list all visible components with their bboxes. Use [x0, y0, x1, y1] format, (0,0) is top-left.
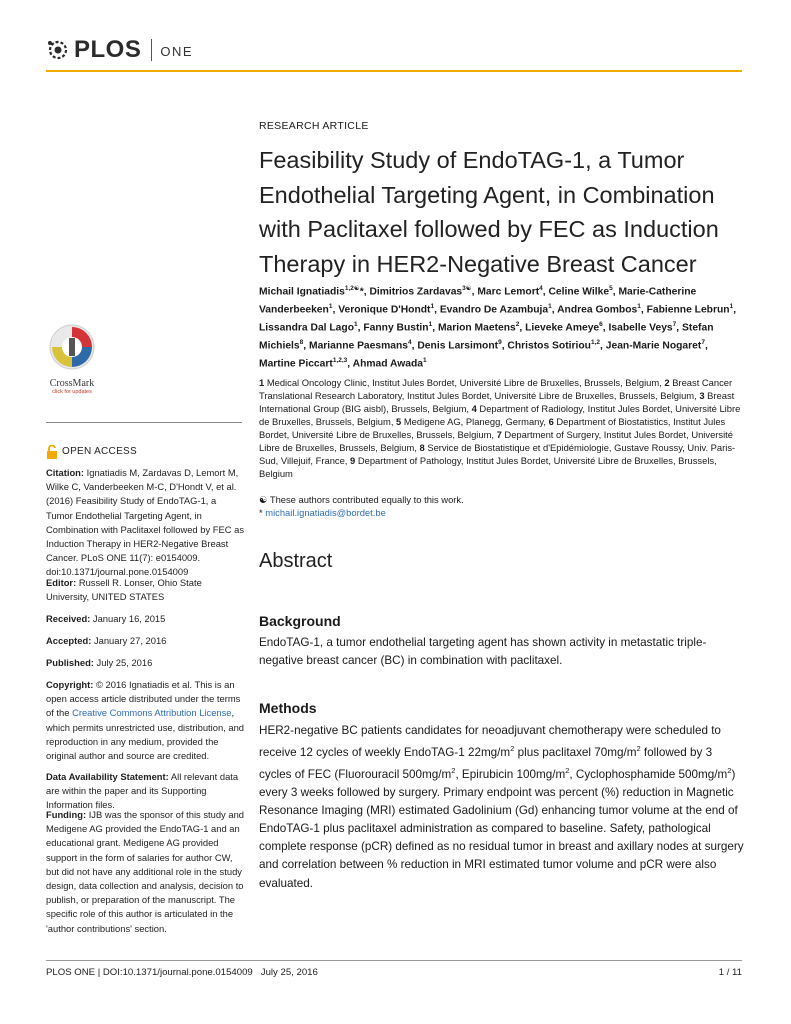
- accepted-date: January 27, 2016: [93, 635, 167, 646]
- author-affiliation-marker: 1: [428, 321, 433, 329]
- affiliations: [259, 376, 745, 480]
- author-notes: [259, 493, 745, 519]
- crossmark-sub: click for updates: [52, 389, 92, 395]
- affiliation-text: Department of Pathology, Institut Jules Bordet, Université Libre de Bruxelles, Brussels, Belgium: [259, 455, 717, 479]
- abstract-heading: Abstract: [259, 550, 333, 572]
- affiliation-number: 8: [419, 442, 425, 453]
- footer-page-number: 1 / 11: [718, 967, 742, 978]
- corresponding-email-link[interactable]: michail.ignatiadis@bordet.be: [265, 507, 386, 518]
- open-access: [46, 445, 244, 459]
- footer-rule: [46, 960, 742, 961]
- author-affiliation-marker: 8: [299, 339, 304, 347]
- article-type: RESEARCH ARTICLE: [259, 120, 369, 132]
- author-affiliation-marker: 1: [328, 303, 333, 311]
- citation-label: Citation:: [46, 467, 85, 478]
- plos-one-logo[interactable]: [46, 35, 193, 65]
- funding-block: [46, 808, 244, 936]
- affiliation-number: 4: [471, 403, 477, 414]
- author-affiliation-marker: 3☯: [462, 285, 472, 292]
- author-affiliation-marker: 1: [548, 303, 552, 311]
- affiliation-text: Breast Cancer Translational Research Laboratory, Institut Jules Bordet, Université Libre de Bruxelles, Brussels, Belgium,: [259, 377, 733, 401]
- corresponding-star: *: [259, 507, 263, 518]
- citation-block: [46, 466, 244, 580]
- author-name: Fanny Bustin: [363, 322, 429, 334]
- author-affiliation-marker: 6: [599, 321, 603, 329]
- affiliation-text: Department of Radiology, Institut Jules Bordet, Université Libre de Bruxelles, Brussels, Belgium,: [259, 403, 741, 427]
- published-label: Published:: [46, 657, 94, 668]
- author-affiliation-marker: 1,2: [590, 339, 600, 347]
- affiliation-text: Medigene AG, Planegg, Germany,: [401, 416, 549, 427]
- copyright-block: [46, 678, 244, 763]
- affiliation-text: Breast International Group (BIG aisbl), Brussels, Belgium,: [259, 390, 735, 414]
- author-name: Celine Wilke: [548, 286, 610, 298]
- logo-divider: [151, 39, 152, 61]
- author-name: Evandro De Azambuja: [439, 304, 549, 316]
- author-name: Ahmad Awada: [352, 358, 424, 370]
- author-name: Lieveke Ameye: [525, 322, 600, 334]
- affiliation-number: 1: [259, 377, 265, 388]
- received-block: [46, 612, 244, 626]
- author-affiliation-marker: 5: [609, 285, 613, 292]
- author-affiliation-marker: 1: [423, 357, 427, 365]
- author-name: Denis Larsimont: [417, 340, 499, 352]
- author-name: Fabienne Lebrun: [646, 304, 730, 316]
- author-affiliation-marker: 1: [430, 303, 435, 311]
- corresponding-email-note: [259, 506, 745, 519]
- author-affiliation-marker: 1,2☯: [344, 285, 360, 292]
- author-name: Andrea Gombos: [557, 304, 638, 316]
- equal-contribution-note: ☯ These authors contributed equally to this work.: [259, 494, 464, 505]
- open-lock-icon: [46, 445, 58, 459]
- data-availability-label: Data Availability Statement:: [46, 771, 169, 782]
- received-label: Received:: [46, 613, 91, 624]
- author-name: Lissandra Dal Lago: [259, 322, 354, 334]
- author-name: Marie-Catherine Vanderbeeken: [259, 286, 697, 316]
- editor-label: Editor:: [46, 577, 77, 588]
- logo-plos-text: PLOS: [74, 36, 142, 63]
- author-affiliation-marker: 9: [498, 339, 502, 347]
- crossmark-label: CrossMark: [49, 378, 95, 389]
- footer-journal: [46, 967, 318, 978]
- affiliation-number: 5: [396, 416, 402, 427]
- author-name: Stefan Michiels: [259, 322, 714, 352]
- editor-text: Russell R. Lonser, Ohio State University, UNITED STATES: [46, 577, 202, 603]
- received-date: January 16, 2015: [92, 613, 166, 624]
- data-availability-block: [46, 770, 244, 813]
- author-affiliation-marker: 1: [729, 303, 734, 311]
- funding-text: IJB was the sponsor of this study and Medigene AG provided the EndoTAG-1 and an educational grant. Medigene AG provided support in the form of salaries for author CW, but did not have any additional role in the study design, data collection and analysis, decision to publish, or preparation of the manuscript. The specific role of this author is articulated in the 'author contributions' section.: [46, 809, 244, 934]
- author-affiliation-marker: 2: [515, 321, 520, 329]
- published-date: July 25, 2016: [96, 657, 153, 668]
- methods-text: HER2-negative BC patients candidates for neoadjuvant chemotherapy were scheduled to receive 12 cycles of weekly EndoTAG-1 $22mg/m^2$ plus paclitaxel $70mg/m^2$ followed by 3 cycles of FEC (Fluorouracil $500mg/m^2$, Epirubicin $100mg/m^2$, Cyclophosphamide $500mg/m^2$) every 3 weeks followed by surgery. Primary endpoint was percent (%) reduction in Magnetic Resonance Imaging (MRI) estimated Gadolinium (Gd) enhancing tumor volume at the end of EndoTAG-1 plus paclitaxel administration as compared to baseline. Safety, pathological complete response (pCR) defined as no residual tumor in breast and axillary nodes at surgery and correlation between % reduction in MRI estimated tumor volume and pCR were also evaluated.: [259, 724, 744, 890]
- data-availability-text: All relevant data are within the paper and its Supporting Information files.: [46, 771, 239, 811]
- author-affiliation-marker: 7: [672, 321, 677, 329]
- crossmark-badge[interactable]: [44, 323, 100, 395]
- accepted-block: [46, 634, 244, 648]
- copyright-text: © 2016 Ignatiadis et al. This is an open access article distributed under the terms of the: [46, 679, 241, 719]
- affiliation-number: 9: [350, 455, 356, 466]
- author-name: Marion Maetens: [437, 322, 516, 334]
- crossmark-icon: [48, 323, 96, 371]
- citation-text: Ignatiadis M, Zardavas D, Lemort M, Wilke C, Vanderbeeken M-C, D'Hondt V, et al. (2016) Feasibility Study of EndoTAG-1, a Tumor Endothelial Targeting Agent, in Combination with Paclitaxel followed by FEC as Induction Therapy in HER2-Negative Breast Cancer. PLoS ONE 11(7): e0154009. doi:10.1371/journal.pone.0154009: [46, 467, 245, 578]
- author-name: Dimitrios Zardavas: [369, 286, 463, 298]
- author-name: Veronique D'Hondt: [338, 304, 431, 316]
- logo-one-text: ONE: [160, 44, 194, 59]
- affiliation-number: 7: [496, 429, 502, 440]
- affiliation-text: Department of Surgery, Institut Jules Bordet, Université Libre de Bruxelles, Brussels, Belgium,: [259, 429, 734, 453]
- author-affiliation-marker: 7: [701, 339, 705, 347]
- author-affiliation-marker: 4: [408, 339, 412, 347]
- affiliation-number: 3: [699, 390, 705, 401]
- methods-heading: Methods: [259, 700, 317, 716]
- footer-date: July 25, 2016: [260, 967, 318, 978]
- published-block: [46, 656, 244, 670]
- author-affiliation-marker: 4: [539, 285, 543, 292]
- affiliation-text: Medical Oncology Clinic, Institut Jules Bordet, Université Libre de Bruxelles, Brussels, Belgium,: [264, 377, 665, 388]
- author-name: Marc Lemort: [477, 286, 540, 298]
- header-rule: [46, 70, 742, 72]
- accepted-label: Accepted:: [46, 635, 92, 646]
- funding-label: Funding:: [46, 809, 87, 820]
- author-name: Isabelle Veys: [608, 322, 673, 334]
- author-name: Christos Sotiriou: [507, 340, 591, 352]
- copyright-text-end: , which permits unrestricted use, distribution, and reproduction in any medium, provided the original author and source are credited.: [46, 707, 245, 762]
- author-affiliation-marker: 1: [637, 303, 641, 311]
- author-name: Martine Piccart: [259, 358, 333, 370]
- author-list: Michail Ignatiadis$^{1,2☯}$*, Dimitrios Zardavas$^{3☯}$, Marc Lemort$^4$, Celine Wilke$^5$, Marie-Catherine Vanderbeeken$^1$, Veronique D'Hondt$^1$, Evandro De Azambuja$^1$, Andrea Gombos$^1$, Fabienne Lebrun$^1$, Lissandra Dal Lago$^1$, Fanny Bustin$^1$, Marion Maetens$^2$, Lieveke Ameye$^6$, Isabelle Veys$^7$, Stefan Michiels$^8$, Marianne Paesmans$^4$, Denis Larsimont$^9$, Christos Sotiriou$^{1,2}$, Jean-Marie Nogaret$^7$, Martine Piccart$^{1,2,3}$, Ahmad Awada$^1$: [259, 285, 737, 370]
- affiliation-text: Service de Biostatistique et d'Epidémiologie, Gustave Roussy, Univ. Paris-Sud, Villejuif, France,: [259, 442, 736, 466]
- author-name: Michail Ignatiadis: [259, 286, 345, 298]
- license-link[interactable]: Creative Commons Attribution License: [72, 707, 232, 719]
- footer-doi: PLOS ONE | DOI:10.1371/journal.pone.0154009: [46, 967, 253, 978]
- author-name: Jean-Marie Nogaret: [605, 340, 702, 352]
- affiliation-text: Department of Biostatistics, Institut Jules Bordet, Université Libre de Bruxelles, Brussels, Belgium,: [259, 416, 726, 440]
- copyright-label: Copyright:: [46, 679, 94, 690]
- editor-block: [46, 576, 244, 604]
- background-heading: Background: [259, 613, 341, 629]
- plos-logo-icon: [46, 38, 70, 62]
- author-name: Marianne Paesmans: [309, 340, 409, 352]
- article-title: Feasibility Study of EndoTAG-1, a Tumor Endothelial Targeting Agent, in Combination with Paclitaxel followed by FEC as Induction Therapy in HER2-Negative Breast Cancer: [259, 147, 719, 277]
- author-affiliation-marker: 1,2,3: [332, 357, 348, 365]
- affiliation-number: 6: [548, 416, 554, 427]
- sidebar-rule: [46, 422, 242, 423]
- background-text: EndoTAG-1, a tumor endothelial targeting agent has shown activity in metastatic triple-negative breast cancer (BC) in combination with paclitaxel.: [259, 636, 707, 668]
- open-access-label: OPEN ACCESS: [62, 446, 137, 457]
- affiliation-number: 2: [664, 377, 670, 388]
- author-affiliation-marker: 1: [354, 321, 358, 329]
